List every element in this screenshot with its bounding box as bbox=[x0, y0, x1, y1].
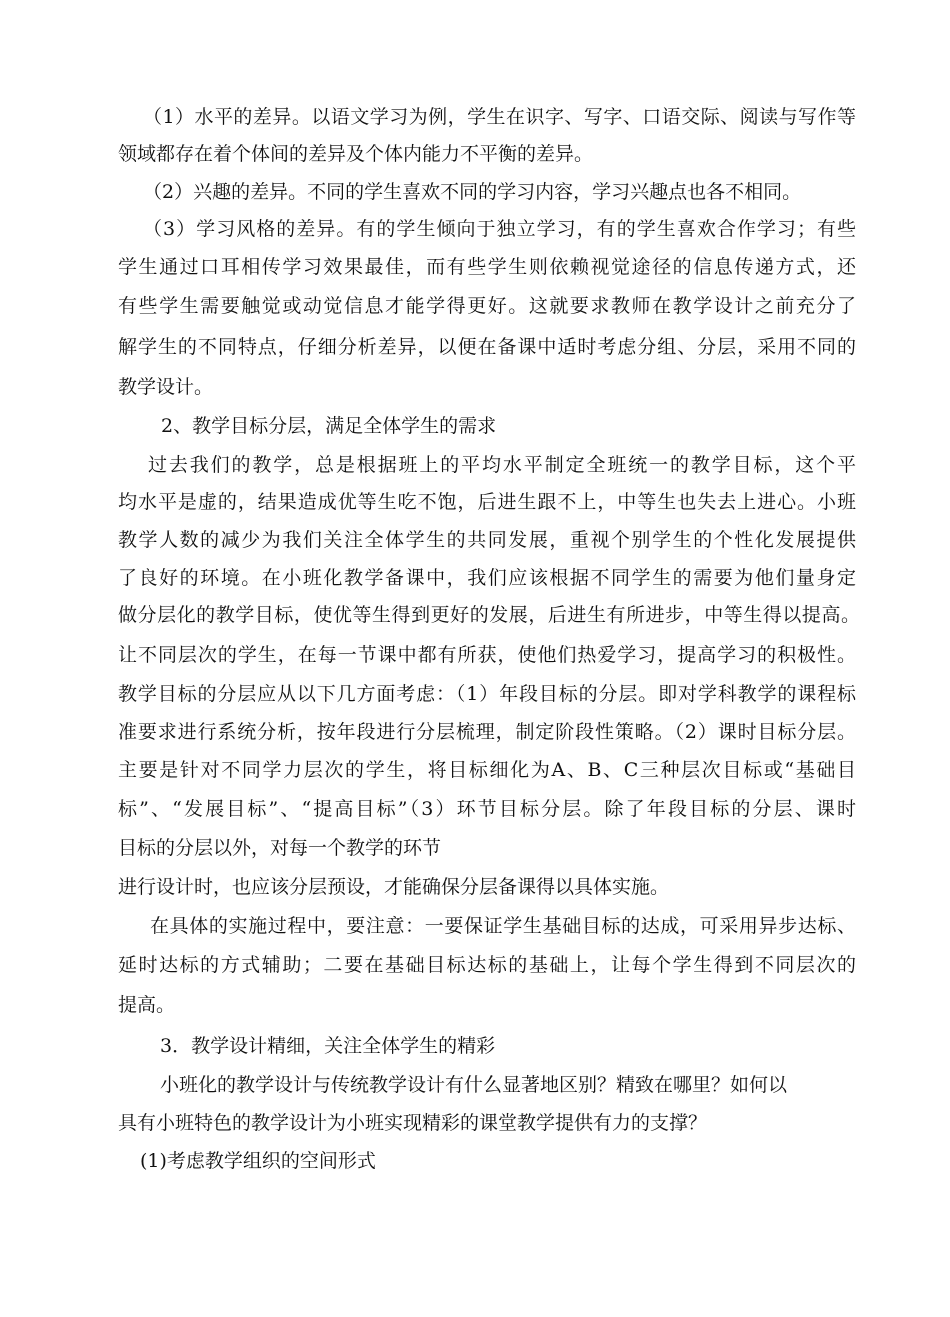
text-line: 解学生的不同特点，仔细分析差异，以便在备课中适时考虑分组、分层，采用不同的 bbox=[118, 336, 856, 358]
text-line: 教学人数的减少为我们关注全体学生的共同发展，重视个别学生的个性化发展提供 bbox=[118, 529, 856, 551]
text-line: 在具体的实施过程中，要注意：一要保证学生基础目标的达成，可采用异步达标、 bbox=[150, 915, 856, 937]
text-line: 让不同层次的学生，在每一节课中都有所获，使他们热爱学习，提高学习的积极性。 bbox=[118, 644, 856, 666]
text-line: 学生通过口耳相传学习效果最佳，而有些学生则依赖视觉途径的信息传递方式，还 bbox=[118, 256, 856, 278]
text-line: 领域都存在着个体间的差异及个体内能力不平衡的差异。 bbox=[118, 143, 594, 165]
text-line: 做分层化的教学目标，使优等生得到更好的发展，后进生有所进步，中等生得以提高。 bbox=[118, 604, 860, 626]
text-line: 了良好的环境。在小班化教学备课中，我们应该根据不同学生的需要为他们量身定 bbox=[118, 567, 856, 589]
text-line: 提高。 bbox=[118, 994, 176, 1016]
text-line: （3）学习风格的差异。有的学生倾向于独立学习，有的学生喜欢合作学习；有些 bbox=[143, 218, 856, 240]
text-line: 具有小班特色的教学设计为小班实现精彩的课堂教学提供有力的支撑？ bbox=[118, 1112, 708, 1134]
text-line: 目标的分层以外，对每一个教学的环节 bbox=[118, 837, 442, 859]
text-line: 小班化的教学设计与传统教学设计有什么显著地区别？精致在哪里？如何以 bbox=[160, 1074, 788, 1096]
text-line: （1）水平的差异。以语文学习为例，学生在识字、写字、口语交际、阅读与写作等 bbox=[143, 106, 856, 128]
text-line: 教学设计。 bbox=[118, 376, 214, 398]
text-line: 主要是针对不同学力层次的学生，将目标细化为A、B、C三种层次目标或“基础目 bbox=[118, 759, 856, 781]
section-heading: 3．教学设计精细，关注全体学生的精彩 bbox=[160, 1035, 496, 1057]
text-line: 准要求进行系统分析，按年段进行分层梳理，制定阶段性策略。（2）课时目标分层。 bbox=[118, 721, 856, 743]
text-line: 延时达标的方式辅助；二要在基础目标达标的基础上，让每个学生得到不同层次的 bbox=[118, 954, 856, 976]
text-line: 均水平是虚的，结果造成优等生吃不饱，后进生跟不上，中等生也失去上进心。小班 bbox=[118, 491, 856, 513]
text-line: 标”、“发展目标”、“提高目标”（3）环节目标分层。除了年段目标的分层、课时 bbox=[118, 798, 856, 820]
text-line: （2）兴趣的差异。不同的学生喜欢不同的学习内容，学习兴趣点也各不相同。 bbox=[143, 181, 802, 203]
text-line: 教学目标的分层应从以下几方面考虑：（1）年段目标的分层。即对学科教学的课程标 bbox=[118, 683, 856, 705]
section-heading: 2、教学目标分层，满足全体学生的需求 bbox=[161, 415, 497, 437]
text-line: 有些学生需要触觉或动觉信息才能学得更好。这就要求教师在教学设计之前充分了 bbox=[118, 295, 856, 317]
text-line: 过去我们的教学，总是根据班上的平均水平制定全班统一的教学目标，这个平 bbox=[148, 454, 856, 476]
text-line: 进行设计时，也应该分层预设，才能确保分层备课得以具体实施。 bbox=[118, 876, 670, 898]
text-line: (1)考虑教学组织的空间形式 bbox=[140, 1150, 376, 1172]
